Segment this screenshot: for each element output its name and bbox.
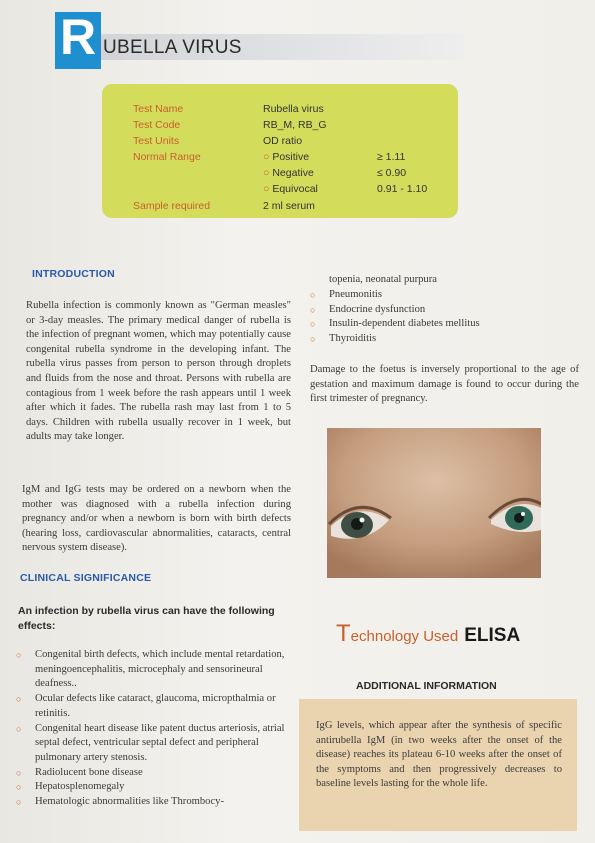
test-units-label: Test Units — [133, 135, 180, 147]
additional-info-text: IgG levels, which appear after the synthesis of specific antirubella IgM (in two weeks after the onset of the disease) reaches its plateau 6-10 weeks after the onset of the symptoms and then progressively decreases to baseline levels lasting for the whole life. — [316, 720, 562, 790]
page-title: UBELLA VIRUS — [103, 37, 242, 58]
technology-name: ELISA — [464, 625, 521, 646]
range-equivocal-name: Equivocal — [272, 183, 318, 195]
circle-bullet-icon: ○ — [16, 797, 22, 808]
test-units-row — [102, 135, 458, 151]
test-code-label: Test Code — [133, 119, 181, 131]
introduction-heading: INTRODUCTION — [32, 268, 115, 280]
list-item: ○ Insulin-dependent diabetes mellitus — [310, 317, 580, 332]
circle-bullet-icon: ○ — [16, 694, 22, 705]
additional-info-heading: ADDITIONAL INFORMATION — [356, 680, 497, 692]
circle-bullet-icon: ○ — [310, 304, 316, 315]
range-positive-name: Positive — [272, 151, 310, 163]
circle-bullet-icon: ○ — [263, 183, 270, 195]
infant-eyes-illustration — [327, 428, 541, 578]
range-negative-name: Negative — [272, 167, 314, 179]
range-negative-row — [102, 167, 458, 183]
infant-eyes-photo — [327, 428, 541, 578]
circle-bullet-icon: ○ — [16, 782, 22, 793]
list-item: ○ Ocular defects like cataract, glaucoma, micropthalmia or retinitis. — [16, 693, 276, 719]
range-positive-row — [102, 151, 458, 167]
circle-bullet-icon: ○ — [263, 167, 270, 179]
list-item: ○ Hematologic abnormalities like Thrombocy- — [16, 795, 290, 810]
test-name-label: Test Name — [133, 103, 184, 115]
circle-bullet-icon: ○ — [310, 290, 316, 300]
introduction-paragraph-2: IgM and IgG tests may be ordered on a newborn when the mother was diagnosed with a rubella infection during pregnancy and/or when a newborn is born with birth defects (hearing loss, cardiovascular abnormalities, cataracts, central nervous system disease). — [22, 484, 291, 554]
sample-value: 2 ml serum — [263, 200, 315, 212]
list-item: ○ Radiolucent bone disease — [16, 766, 290, 781]
test-name-value: Rubella virus — [263, 103, 324, 115]
test-code-value: RB_M, RB_G — [263, 119, 327, 131]
technology-initial: T — [336, 620, 351, 647]
clinical-subhead: An infection by rubella virus can have the following effects: — [18, 605, 275, 632]
clinical-effects-list — [16, 648, 290, 810]
right-effects-list — [310, 288, 580, 347]
clinical-significance-heading: CLINICAL SIGNIFICANCE — [20, 572, 152, 584]
list-item: ○ Congenital birth defects, which include mental retardation, meningoencephalitis, microcephaly and sensorineural deafness.. — [16, 649, 285, 690]
list-item: ○ Thyroiditis — [310, 332, 580, 347]
list-continuation: topenia, neonatal purpura — [329, 274, 437, 285]
range-equivocal-row — [102, 183, 458, 199]
normal-range-label: Normal Range — [133, 151, 201, 163]
test-name-row — [102, 103, 458, 119]
test-units-value: OD ratio — [263, 135, 303, 147]
circle-bullet-icon: ○ — [263, 151, 270, 163]
title-initial: R — [59, 9, 97, 65]
range-positive-value: ≥ 1.11 — [377, 151, 406, 163]
test-code-row — [102, 119, 458, 135]
sample-row — [102, 200, 458, 216]
list-item: ○ Pneumonitis — [310, 288, 580, 303]
sample-label: Sample required — [133, 200, 211, 212]
introduction-paragraph-1: Rubella infection is commonly known as "German measles" or 3-day measles. The primary medical danger of rubella is the infection of pregnant women, which may potentially cause congenital rubella syndrome in the developing infant. The rubella virus passes from person to person through droplets and fluids from the nose and throat. Persons with rubella are contagious from 1 week before the rash appears until 1 week after which it fades. The rubella rash may last from 1 to 5 days. Children with rubella usually recover in 1 week, but adults may take longer. — [26, 300, 291, 443]
circle-bullet-icon: ○ — [310, 334, 316, 345]
circle-bullet-icon: ○ — [16, 723, 22, 734]
list-item: ○ Endocrine dysfunction — [310, 303, 580, 318]
technology-label: echnology Used — [350, 628, 459, 645]
foetus-damage-paragraph: Damage to the foetus is inversely proportional to the age of gestation and maximum damage is found to occur during the first trimester of pregnancy. — [310, 364, 579, 405]
list-item: ○ Congenital heart disease like patent ductus arteriosis, atrial septal defect, ventricular septal defect and peripheral pulmonary artery stenosis. — [16, 722, 285, 763]
range-equivocal-value: 0.91 - 1.10 — [377, 183, 428, 195]
technology-used — [336, 620, 520, 648]
circle-bullet-icon: ○ — [16, 650, 22, 660]
test-info-box — [102, 84, 458, 218]
circle-bullet-icon: ○ — [310, 319, 316, 330]
list-item: ○ Hepatosplenomegaly — [16, 780, 290, 795]
range-negative-value: ≤ 0.90 — [377, 167, 407, 179]
circle-bullet-icon: ○ — [16, 767, 22, 778]
